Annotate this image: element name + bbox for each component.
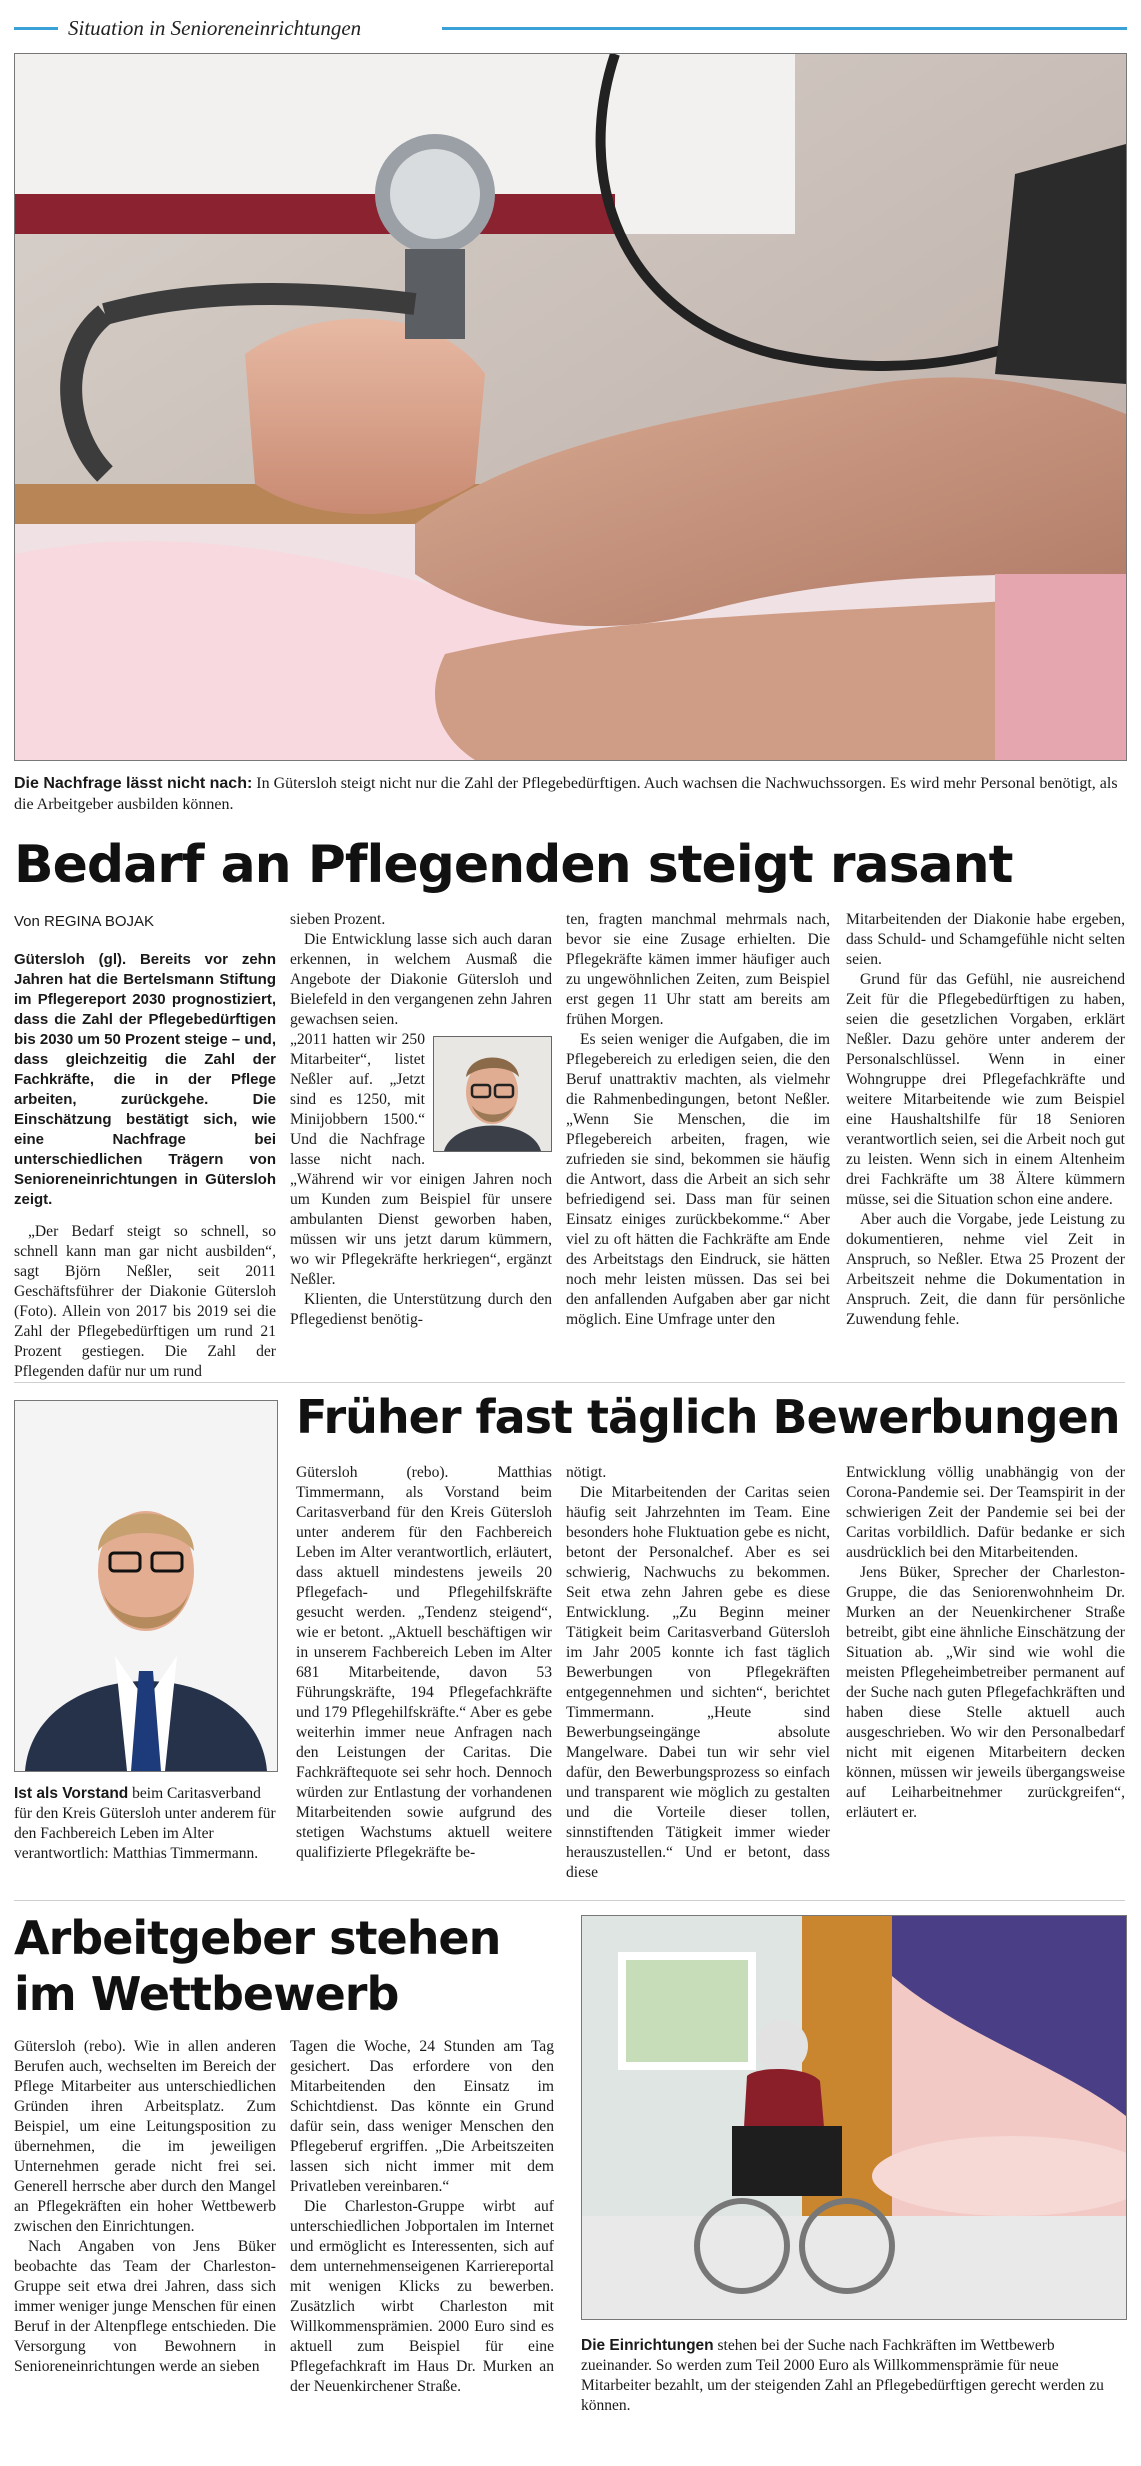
- wheelchair-photo-caption: [581, 2336, 1125, 2416]
- article-1-byline: Von REGINA BOJAK: [14, 913, 155, 930]
- section-kicker: [14, 14, 1127, 42]
- wheelchair-photo: [581, 1915, 1127, 2320]
- article-2-paragraph: Jens Büker, Sprecher der Charleston-Gruppe, die das Seniorenwohnheim Dr. Murken an der Neuenkirchener Straße betreibt, gibt eine ähnliche Einschätzung der Situation ab. „Wir sind wie wohl die meisten Pflegeheimbetreiber permanent auf der Suche nach guten Pflegefachkräften und haben diese Stelle aktuell auch ausgeschrieben. Wo wir den Personalbedarf nicht mit eigenen Mitarbeitern decken können, müssen wir jeweils übergangsweise auf Leiharbeitnehmer zurückgreifen“, erläutert er.: [846, 1564, 1125, 1821]
- article-2-column-1: [296, 1463, 552, 1863]
- article-1-column-3: [566, 910, 830, 1330]
- kicker-rule-left: [14, 27, 58, 30]
- article-1-lead: Gütersloh (gl). Bereits vor zehn Jahren hat die Bertelsmann Stiftung im Pflegereport 2030 prognostiziert, dass die Zahl der Pflegebedürftigen bis 2030 um 50 Prozent steige – und, dass gleichzeitig die Zahl der Fachkräfte, die in der Pflege arbeiten, zurückgehe. Die Einschätzung bestätigt sich, wie eine Nachfrage bei unterschiedlichen Trägern von Senioreneinrichtungen in Gütersloh zeigt.: [14, 951, 276, 1208]
- article-2-paragraph: Entwicklung völlig unabhängig von der Corona-Pandemie sei. Der Teamspirit in der schwierigen Zeit der Pandemie sei bei der Caritas vorbildlich. Dafür bedanke er sich ausdrücklich bei den Mitarbeitenden.: [846, 1464, 1125, 1561]
- article-3-headline: [14, 1910, 574, 2022]
- article-2-headline: Früher fast täglich Bewerbungen: [296, 1390, 1120, 1444]
- article-3-paragraph: Tagen die Woche, 24 Stunden am Tag gesichert. Das erfordere von den Mitarbeitenden den Einsatz im Schichtdienst. Das könnte ein Grund dafür sein, dass weniger Menschen den Pflegeberuf ergriffen. „Die Arbeitszeiten lassen sich nicht immer mit dem Privatleben vereinbaren.“: [290, 2038, 554, 2195]
- article-3-paragraph: Nach Angaben von Jens Büker beobachte das Team der Charleston-Gruppe seit etwa drei Jahren, dass sich immer weniger junge Menschen für einen Beruf in der Altenpflege entschieden. Die Versorgung von Bewohnern in Senioreneinrichtungen werde an sieben: [14, 2238, 276, 2375]
- article-1-paragraph: ten, fragten manchmal mehrmals nach, bevor sie eine Zusage erhielten. Die Pflegekräfte kämen immer häufiger auch zu ungewöhnlichen Zeiten, zum Beispiel erst gegen 11 Uhr statt am bereits am frühen Morgen.: [566, 911, 830, 1028]
- caption-bold: Die Einrichtungen: [581, 2337, 714, 2354]
- author-portrait-nessler: [433, 1036, 552, 1152]
- article-1-paragraph: Die Entwicklung lasse sich auch daran erkennen, in welchem Ausmaß die Angebote der Diakonie Gütersloh und Bielefeld in den vergangenen zehn Jahren gewachsen seien.: [290, 931, 552, 1028]
- caption-bold: Die Nachfrage lässt nicht nach:: [14, 775, 253, 792]
- article-1-column-2: [290, 910, 552, 1330]
- caption-text: beim Caritasverband für den Kreis Gütersloh unter anderem für den Fachbereich Leben im Alter verantwortlich: Matthias Timmermann.: [14, 1785, 276, 1862]
- article-divider: [14, 1900, 1125, 1901]
- article-3-paragraph: Gütersloh (rebo). Wie in allen anderen Berufen auch, wechselten im Bereich der Pflege Mitarbeiter aus unterschiedlichen Gründen ihren Arbeitsplatz. Zum Beispiel, um eine Leitungsposition zu übernehmen, die im jeweiligen Unternehmen gerade nicht frei sei. Generell herrsche aber durch den Mangel an Pflegekräften ein hoher Wettbewerb zwischen den Einrichtungen.: [14, 2038, 276, 2235]
- article-3-paragraph: Die Charleston-Gruppe wirbt auf unterschiedlichen Jobportalen im Internet und ermöglicht es Interessenten, sich auf dem unternehmenseigenen Karriereportal mit wenigen Klicks zu bewerben. Zusätzlich wirbt Charleston mit Willkommensprämien. 2000 Euro sind es aktuell zum Beispiel für eine Pflegefachkraft im Haus Dr. Murken an der Neuenkirchener Straße.: [290, 2198, 554, 2395]
- article-1-column-4: [846, 910, 1125, 1330]
- article-2-paragraph: nötigt.: [566, 1464, 607, 1481]
- article-2-paragraph: Die Mitarbeitenden der Caritas seien häufig seit Jahrzehnten im Team. Eine besonders hohe Fluktuation gebe es nicht, betont der Personalchef. Aber es sei schwierig, Nachwuchs zu bekommen. Seit etwa zehn Jahren gebe es diese Entwicklung. „Zu Beginn meiner Tätigkeit beim Caritasverband Gütersloh im Jahr 2005 konnte ich fast täglich Bewerbungen von Pflegekräften entgegennehmen und sichten“, berichtet Timmermann. „Heute sind Bewerbungseingänge absolute Mangelware. Dabei tun wir sehr viel dafür, den Bewerbungsprozess so einfach und transparent wie möglich zu gestalten und die Vorteile dieser tollen, sinnstiftenden Tätigkeit immer wieder herauszustellen.“ Und er betont, dass diese: [566, 1484, 830, 1881]
- article-1-paragraph: Mitarbeitenden der Diakonie habe ergeben, dass Schuld- und Schamgefühle nicht selten seien.: [846, 911, 1125, 968]
- caption-text: In Gütersloh steigt nicht nur die Zahl der Pflegebedürftigen. Auch wachsen die Nachwuchssorgen. Es wird mehr Personal benötigt, als die Arbeitgeber ausbilden können.: [14, 775, 1118, 813]
- kicker-text: Situation in Senioreneinrichtungen: [68, 16, 362, 40]
- headline-line: Arbeitgeber stehen: [14, 1911, 501, 1965]
- hero-photo: [14, 53, 1127, 761]
- article-1-paragraph: sieben Prozent.: [290, 911, 386, 928]
- article-2-column-3: [846, 1463, 1125, 1823]
- caption-text: stehen bei der Suche nach Fachkräften im Wettbewerb zueinander. So werden zum Teil 2000 Euro als Willkommensprämie für neue Mitarbeiter bezahlt, um der steigenden Zahl an Pflegebedürftigen gerecht werden zu können.: [581, 2337, 1104, 2414]
- headline-line: im Wettbewerb: [14, 1967, 399, 2021]
- article-3-column-1: [14, 2037, 276, 2377]
- article-1-paragraph: Klienten, die Unterstützung durch den Pflegedienst benötig-: [290, 1291, 552, 1328]
- article-1-paragraph: Grund für das Gefühl, nie ausreichend Zeit für die Pflegebedürftigen zu haben, seien die gesetzlichen Vorgaben, erklärt Neßler. Dazu gehöre unter anderem der Personalschlüssel. Wenn in einer Wohngruppe drei Pflegefachkräfte und weitere Mitarbeitende wie zum Beispiel eine Haushaltshilfe für 18 Senioren verantwortlich seien, sei die Arbeit noch gut zu leisten. Wenn sich in einem Altenheim drei Fachkräfte um 38 Ältere kümmern müsse, sei die Situation schon eine andere.: [846, 971, 1125, 1208]
- caption-bold: Ist als Vorstand: [14, 1785, 129, 1802]
- article-1-column-1: [14, 950, 276, 1382]
- hero-photo-caption: [14, 773, 1125, 815]
- article-1-paragraph: „Der Bedarf steigt so schnell, so schnell kann man gar nicht ausbilden“, sagt Björn Neßler, seit 2011 Geschäftsführer der Diakonie Gütersloh (Foto). Allein von 2017 bis 2019 sei die Zahl der Pflegebedürftigen um rund 21 Prozent gestiegen. Die Zahl der Pflegenden dafür nur um rund: [14, 1223, 276, 1380]
- blood-pressure-photo-illustration: [15, 54, 1126, 760]
- article-1-paragraph: „2011 hatten wir 250 Mitarbeiter“, listet Neßler auf. „Jetzt sind es 1250, mit Minijobbern 1500.“ Und die Nachfrage lasse nicht nach. „Während wir vor einigen Jahren noch um Kunden zum Beispiel für unsere ambulanten Dienst geworben haben, müssen wir uns jetzt darum kümmern, wo wir Pflegekräfte herkriegen“, ergänzt Neßler.: [290, 1031, 552, 1288]
- portrait-timmermann: [14, 1400, 278, 1772]
- portrait-caption: [14, 1784, 276, 1864]
- article-3-column-2: [290, 2037, 554, 2397]
- article-1-headline: Bedarf an Pflegenden steigt rasant: [14, 835, 1013, 895]
- article-divider: [14, 1382, 1125, 1383]
- article-2-column-2: [566, 1463, 830, 1883]
- article-2-paragraph: Gütersloh (rebo). Matthias Timmermann, als Vorstand beim Caritasverband für den Kreis Gütersloh unter anderem für den Fachbereich Leben im Alter verantwortlich, erläutert, dass aktuell mindestens jeweils 20 Pflegefach- und Pflegehilfskräfte gesucht werden. „Tendenz steigend“, wie er betont. „Aktuell beschäftigen wir in unserem Fachbereich Leben im Alter 681 Mitarbeitende, davon 53 Führungskräfte, 194 Pflegefachkräfte und 179 Pflegehilfskräfte.“ Aber es gebe weiterhin immer neue Anfragen nach den Leistungen der Caritas. Die Fachkräftequote sei sehr hoch. Dennoch würden zur Entlastung der vorhandenen Mitarbeitenden sowie aufgrund des stetigen Wachstums aktuell weitere qualifizierte Pflegekräfte be-: [296, 1464, 552, 1861]
- article-1-paragraph: Es seien weniger die Aufgaben, die im Pflegebereich zu erledigen seien, die den Beruf unattraktiv machten, als vielmehr die Rahmenbedingungen, betont Neßler. „Wenn Sie Menschen, die im Pflegebereich arbeiten, fragen, wie zufrieden sie sind, bekommen sie häufig die Antwort, dass die Arbeit an sich sehr befriedigend sei. Dass man für seinen Einsatz einiges zurückbekomme.“ Aber viel zu oft hätten die Fachkräfte am Ende des Arbeitstags den Eindruck, sie hätten noch mehr leisten müssen. Das sei bei den anfallenden Aufgaben aber gar nicht möglich. Eine Umfrage unter den: [566, 1031, 830, 1328]
- kicker-rule-right: [442, 27, 1127, 30]
- article-1-paragraph: Aber auch die Vorgabe, jede Leistung zu dokumentieren, nehme viel Zeit in Anspruch, so Neßler. Etwa 25 Prozent der Arbeitszeit nehme die Dokumentation in Anspruch. Zeit, die dann für persönliche Zuwendung fehle.: [846, 1211, 1125, 1328]
